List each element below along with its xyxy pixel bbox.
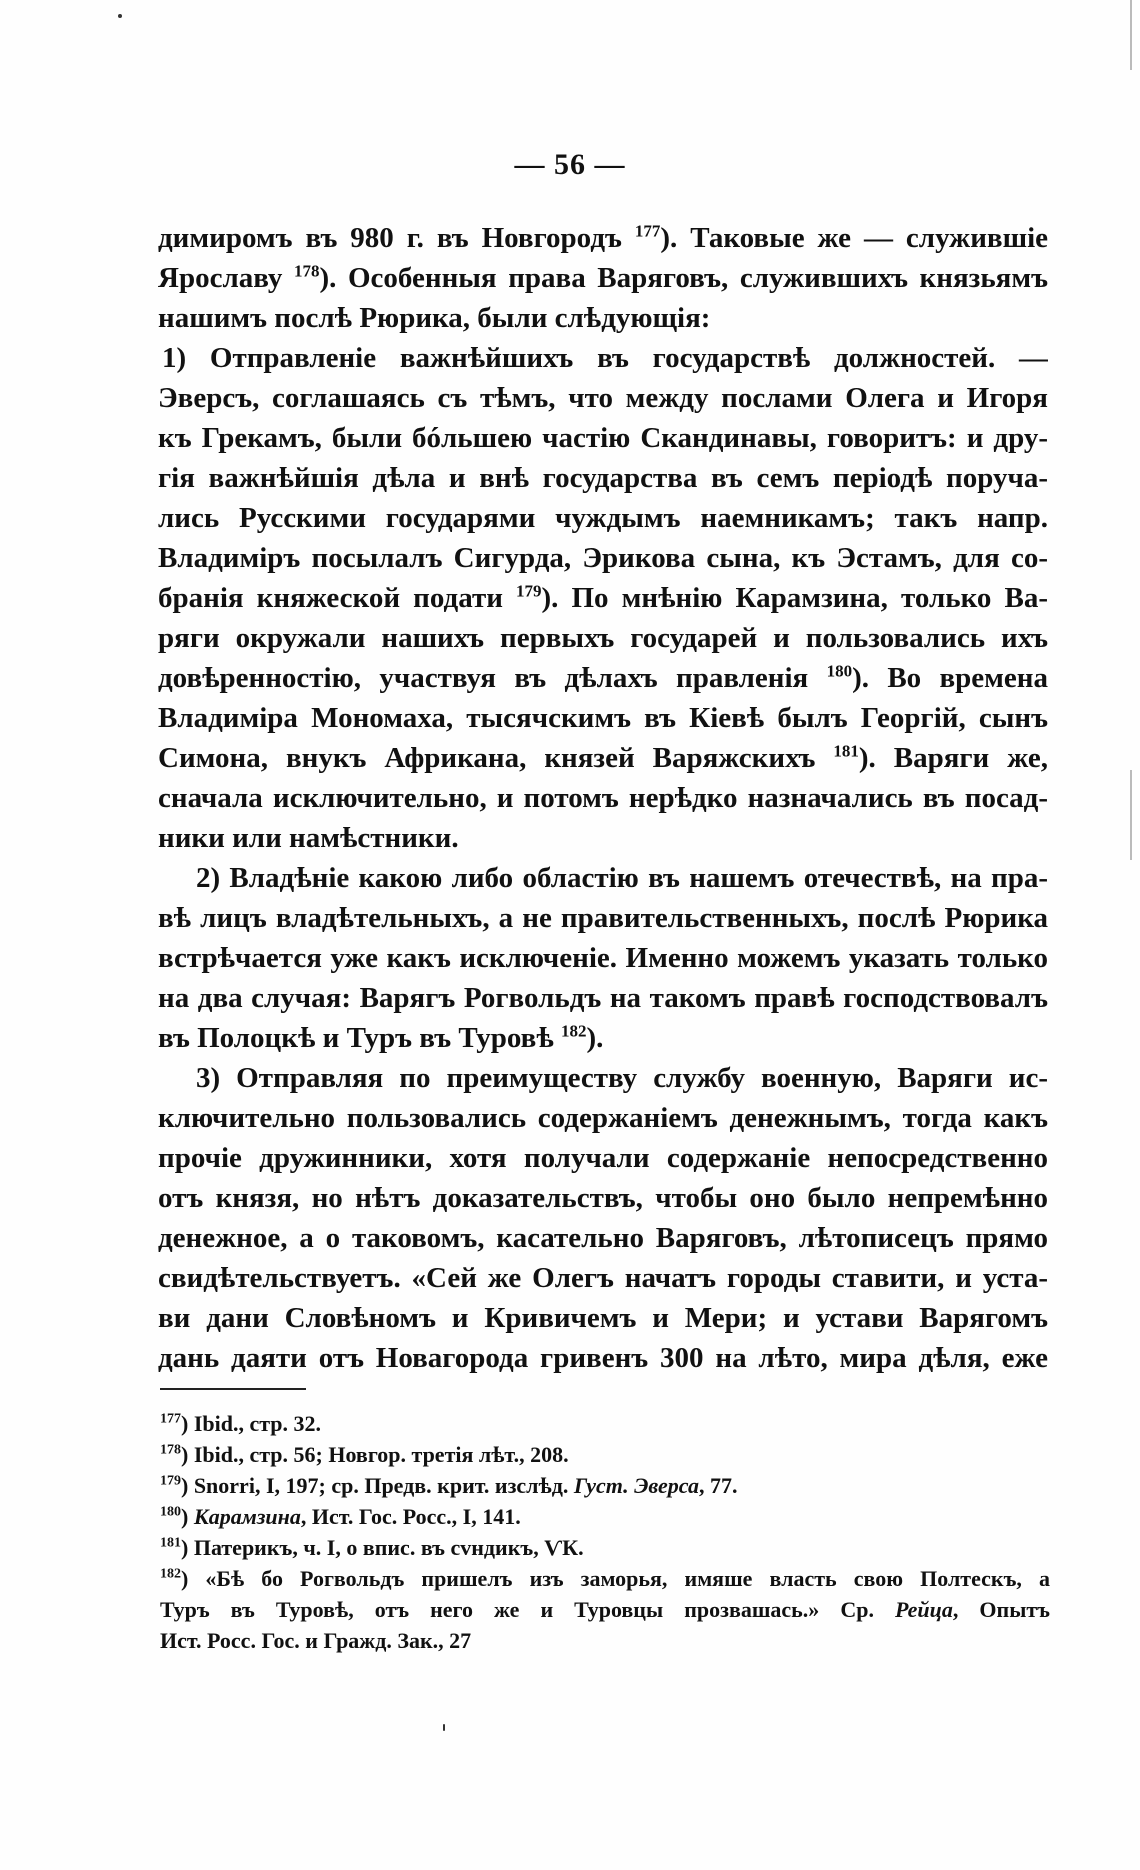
ink-speck [443,1724,445,1731]
footnote-ref[interactable]: 180 [826,661,853,681]
text-line: ники или намѣстники. [158,822,459,854]
text-line: Ярославу $^{178}$). Особенныя права Варяговъ, служившихъ князьямъ [158,261,1048,294]
page-edge-mark [1130,0,1132,70]
text-line: 2) Владѣніе какою либо областію въ нашемъ отечествѣ, на пра- [196,862,1048,894]
text-line: гія важнѣйшія дѣла и внѣ государства въ семъ періодѣ поруча- [158,462,1048,494]
text-line: отъ князя, но нѣтъ доказательствъ, чтобы оно было непремѣнно [158,1182,1048,1214]
footnote-178: $^{178}$) Ibid., стр. 56; Новгор. третія лѣт., 208. [160,1442,569,1467]
text-line: на два случая: Варягъ Рогвольдъ на такомъ правѣ господствовалъ [158,982,1048,1014]
text-line: прочіе дружинники, хотя получали содержаніе непосредственно [158,1142,1048,1174]
text-line: бранія княжеской подати $^{179}$). По мнѣнію Карамзина, только Ва- [158,581,1048,614]
text-line: въ Полоцкѣ и Туръ въ Туровѣ $^{182}$). [158,1021,604,1054]
text-line: димиромъ въ 980 г. въ Новгородъ $^{177}$). Таковые же — служившіе [158,221,1048,254]
text-line: довѣренностію, участвуя въ дѣлахъ правленія $^{180}$). Во времена [158,661,1048,694]
page-edge-mark [1130,770,1132,860]
text-line: Владиміръ посылалъ Сигурда, Эрикова сына, къ Эстамъ, для со- [158,542,1048,574]
footnote-179: $^{179}$) Snorri, I, 197; ср. Предв. крит. изслѣд. Густ. Эверса, 77. [160,1473,738,1498]
footnote-182-cont: Туръ въ Туровѣ, отъ него же и Туровцы прозвашась.» Ср. Рейца, Опытъ [160,1597,1050,1622]
text-line: свидѣтельствуетъ. «Сей же Олегъ начатъ городы ставити, и уста- [158,1262,1048,1294]
footnote-181: $^{181}$) Патерикъ, ч. I, о впис. въ сvндикъ, ѴК. [160,1535,584,1560]
footnote-182-end: Ист. Росс. Гос. и Гражд. Зак., 27 [160,1628,472,1653]
text-line: нашимъ послѣ Рюрика, были слѣдующія: [158,302,711,334]
text-line: денежное, а о таковомъ, касательно Варяговъ, лѣтописецъ прямо [158,1222,1048,1254]
footnote-ref[interactable]: 182 [560,1021,587,1041]
footnote-divider [160,1388,306,1390]
footnote-ref[interactable]: 178 [293,261,320,281]
text-line: Владиміра Мономаха, тысячскимъ въ Кіевѣ былъ Георгій, сынъ [158,702,1048,734]
text-line: встрѣчается уже какъ исключеніе. Именно можемъ указать только [158,942,1048,974]
page-number: — 56 — [514,148,626,181]
footnote-182: $^{182}$) «Бѣ бо Рогвольдъ пришелъ изъ заморья, имяше власть свою Полтескъ, а [160,1566,1050,1591]
paragraph-2-domains [158,858,1048,1058]
footnote-ref[interactable]: 181 [833,741,859,761]
footnote-ref[interactable]: 179 [516,581,542,601]
ink-speck [118,14,122,18]
paragraph-continuation [158,218,1048,338]
text-line: лись Русскими государями чуждымъ наемникамъ; такъ напр. [158,502,1048,534]
paragraph-1-offices [158,338,1048,858]
text-line: Симона, внукъ Африкана, князей Варяжскихъ $^{181}$). Варяги же, [158,741,1048,774]
text-line: сначала исключительно, и потомъ нерѣдко назначались въ посад- [158,782,1048,814]
footnote-180: $^{180}$) Карамзина, Ист. Гос. Росс., I, 141. [160,1504,521,1529]
paragraph-3-payment [158,1058,1048,1378]
text-line: ключительно пользовались содержаніемъ денежнымъ, тогда какъ [158,1102,1048,1134]
text-line: Эверсъ, соглашаясь съ тѣмъ, что между послами Олега и Игоря [158,382,1048,414]
text-line: ви дани Словѣномъ и Кривичемъ и Мери; и устави Варягомъ [158,1302,1048,1334]
text-line: дань даяти отъ Новагорода гривенъ 300 на лѣто, мира дѣля, еже [158,1342,1048,1374]
footnote-177: $^{177}$) Ibid., стр. 32. [160,1411,322,1436]
text-line: 3) Отправляя по преимуществу службу военную, Варяги ис- [196,1062,1048,1094]
footnotes [160,1408,1050,1656]
text-line: къ Грекамъ, были бóльшею частію Скандинавы, говоритъ: и дру- [158,422,1048,454]
main-text [158,218,1048,1378]
text-line: ряги окружали нашихъ первыхъ государей и пользовались ихъ [158,622,1048,654]
text-line: вѣ лицъ владѣтельныхъ, а не правительственныхъ, послѣ Рюрика [158,902,1048,934]
text-line: 1) Отправленіе важнѣйшихъ въ государствѣ должностей. — [162,342,1048,374]
footnote-ref[interactable]: 177 [634,221,661,241]
